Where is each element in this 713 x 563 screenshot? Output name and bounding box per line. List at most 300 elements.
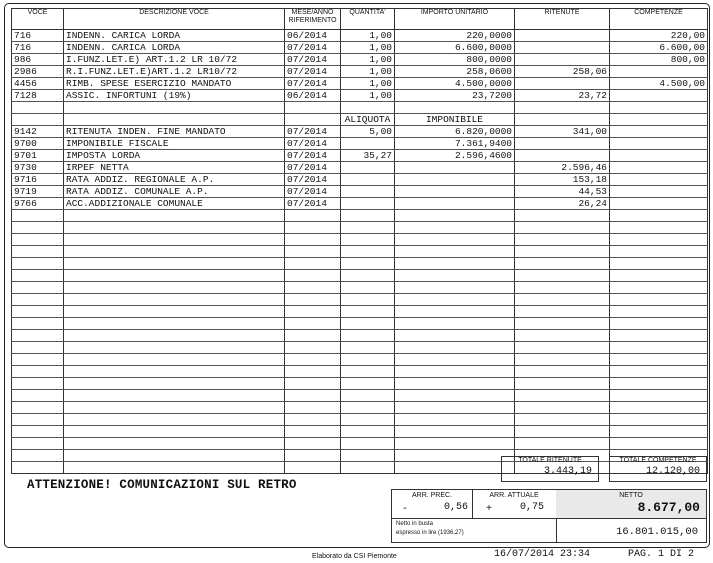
row-competenze bbox=[610, 174, 708, 186]
empty-cell bbox=[515, 258, 610, 270]
empty-cell bbox=[12, 378, 64, 390]
empty-cell bbox=[285, 438, 341, 450]
empty-cell bbox=[64, 438, 285, 450]
table-row bbox=[12, 186, 708, 198]
empty-cell bbox=[64, 222, 285, 234]
col-header-ritenute: RITENUTE bbox=[515, 9, 610, 30]
totale-competenze-box bbox=[609, 456, 707, 482]
empty-cell bbox=[285, 426, 341, 438]
empty-cell bbox=[515, 438, 610, 450]
row-competenze bbox=[610, 90, 708, 102]
row-quantita: ALIQUOTA bbox=[341, 114, 395, 126]
row-importo: 220,0000 bbox=[395, 30, 515, 42]
empty-cell bbox=[515, 318, 610, 330]
table-row-empty bbox=[12, 234, 708, 246]
row-descrizione: ACC.ADDIZIONALE COMUNALE bbox=[64, 198, 285, 210]
row-mese: 07/2014 bbox=[285, 138, 341, 150]
table-row-empty bbox=[12, 402, 708, 414]
empty-cell bbox=[610, 294, 708, 306]
empty-cell bbox=[515, 378, 610, 390]
row-voce: 716 bbox=[12, 30, 64, 42]
row-descrizione: IRPEF NETTA bbox=[64, 162, 285, 174]
empty-cell bbox=[610, 438, 708, 450]
row-ritenute: 44,53 bbox=[515, 186, 610, 198]
row-voce bbox=[12, 102, 64, 114]
empty-cell bbox=[285, 366, 341, 378]
row-mese: 07/2014 bbox=[285, 162, 341, 174]
row-mese: 07/2014 bbox=[285, 54, 341, 66]
empty-cell bbox=[395, 222, 515, 234]
table-row-empty bbox=[12, 414, 708, 426]
payslip-sheet bbox=[4, 3, 710, 548]
arr-attuale-cell bbox=[472, 490, 557, 519]
empty-cell bbox=[515, 426, 610, 438]
empty-cell bbox=[12, 402, 64, 414]
row-descrizione: RATA ADDIZ. REGIONALE A.P. bbox=[64, 174, 285, 186]
row-importo: 6.820,0000 bbox=[395, 126, 515, 138]
table-row-empty bbox=[12, 354, 708, 366]
empty-cell bbox=[515, 342, 610, 354]
row-ritenute: 153,18 bbox=[515, 174, 610, 186]
empty-cell bbox=[285, 270, 341, 282]
empty-cell bbox=[610, 210, 708, 222]
arr-prec-sign: - bbox=[402, 504, 409, 515]
row-competenze bbox=[610, 162, 708, 174]
empty-cell bbox=[64, 342, 285, 354]
empty-cell bbox=[395, 354, 515, 366]
empty-cell bbox=[395, 282, 515, 294]
empty-cell bbox=[610, 246, 708, 258]
empty-cell bbox=[610, 282, 708, 294]
col-header-competenze: COMPETENZE bbox=[610, 9, 708, 30]
empty-cell bbox=[64, 318, 285, 330]
netto-label: NETTO bbox=[619, 492, 643, 499]
footer-date: 16/07/2014 23:34 bbox=[494, 549, 591, 560]
empty-cell bbox=[285, 306, 341, 318]
empty-cell bbox=[341, 318, 395, 330]
empty-cell bbox=[395, 414, 515, 426]
row-voce: 9700 bbox=[12, 138, 64, 150]
empty-cell bbox=[12, 330, 64, 342]
empty-cell bbox=[395, 378, 515, 390]
empty-cell bbox=[395, 306, 515, 318]
table-row-empty bbox=[12, 306, 708, 318]
row-mese: 07/2014 bbox=[285, 186, 341, 198]
empty-cell bbox=[12, 270, 64, 282]
row-importo bbox=[395, 162, 515, 174]
empty-cell bbox=[610, 318, 708, 330]
empty-cell bbox=[12, 354, 64, 366]
empty-cell bbox=[285, 234, 341, 246]
empty-cell bbox=[341, 390, 395, 402]
empty-cell bbox=[64, 414, 285, 426]
row-ritenute bbox=[515, 102, 610, 114]
row-competenze bbox=[610, 150, 708, 162]
empty-cell bbox=[515, 222, 610, 234]
row-importo: 258,0600 bbox=[395, 66, 515, 78]
empty-cell bbox=[610, 366, 708, 378]
row-voce: 9716 bbox=[12, 174, 64, 186]
arr-attuale-label: ARR. ATTUALE bbox=[489, 492, 539, 499]
table-row-empty bbox=[12, 450, 708, 462]
table-row bbox=[12, 126, 708, 138]
row-mese: 07/2014 bbox=[285, 66, 341, 78]
row-competenze: 800,00 bbox=[610, 54, 708, 66]
table-row bbox=[12, 162, 708, 174]
row-mese: 07/2014 bbox=[285, 126, 341, 138]
table-row bbox=[12, 42, 708, 54]
notice-text: ATTENZIONE! COMUNICAZIONI SUL RETRO bbox=[27, 478, 297, 492]
footer-credit: Elaborato da CSI Piemonte bbox=[312, 553, 397, 560]
row-descrizione bbox=[64, 102, 285, 114]
row-mese: 07/2014 bbox=[285, 150, 341, 162]
footer-page: PAG. 1 DI 2 bbox=[628, 549, 695, 560]
empty-cell bbox=[341, 234, 395, 246]
totale-competenze-label: TOTALE COMPETENZE bbox=[619, 457, 697, 464]
empty-cell bbox=[515, 234, 610, 246]
empty-cell bbox=[395, 318, 515, 330]
arr-prec-label: ARR. PREC. bbox=[411, 492, 453, 499]
empty-cell bbox=[12, 438, 64, 450]
table-row-empty bbox=[12, 246, 708, 258]
empty-cell bbox=[610, 306, 708, 318]
table-row-empty bbox=[12, 462, 708, 474]
empty-cell bbox=[395, 270, 515, 282]
row-competenze bbox=[610, 66, 708, 78]
empty-cell bbox=[12, 390, 64, 402]
empty-cell bbox=[610, 270, 708, 282]
empty-cell bbox=[12, 282, 64, 294]
empty-cell bbox=[64, 330, 285, 342]
table-row-empty bbox=[12, 282, 708, 294]
row-ritenute bbox=[515, 150, 610, 162]
row-voce: 9766 bbox=[12, 198, 64, 210]
row-descrizione: IMPONIBILE FISCALE bbox=[64, 138, 285, 150]
row-quantita: 1,00 bbox=[341, 78, 395, 90]
empty-cell bbox=[515, 330, 610, 342]
row-voce: 4456 bbox=[12, 78, 64, 90]
row-competenze bbox=[610, 186, 708, 198]
row-mese bbox=[285, 114, 341, 126]
row-descrizione: INDENN. CARICA LORDA bbox=[64, 30, 285, 42]
row-voce: 7128 bbox=[12, 90, 64, 102]
empty-cell bbox=[341, 462, 395, 474]
empty-cell bbox=[515, 402, 610, 414]
empty-cell bbox=[610, 354, 708, 366]
table-row bbox=[12, 138, 708, 150]
row-importo: 23,7200 bbox=[395, 90, 515, 102]
empty-cell bbox=[64, 378, 285, 390]
row-descrizione: RIMB. SPESE ESERCIZIO MANDATO bbox=[64, 78, 285, 90]
empty-cell bbox=[341, 258, 395, 270]
empty-cell bbox=[610, 390, 708, 402]
row-descrizione: RITENUTA INDEN. FINE MANDATO bbox=[64, 126, 285, 138]
empty-cell bbox=[12, 426, 64, 438]
empty-cell bbox=[515, 390, 610, 402]
row-quantita: 1,00 bbox=[341, 30, 395, 42]
empty-cell bbox=[64, 462, 285, 474]
row-descrizione: INDENN. CARICA LORDA bbox=[64, 42, 285, 54]
row-importo: IMPONIBILE bbox=[395, 114, 515, 126]
table-row-empty bbox=[12, 318, 708, 330]
empty-cell bbox=[341, 306, 395, 318]
empty-cell bbox=[285, 402, 341, 414]
row-competenze: 220,00 bbox=[610, 30, 708, 42]
empty-cell bbox=[610, 258, 708, 270]
arr-prec-value: 0,56 bbox=[443, 502, 468, 513]
row-ritenute: 258,06 bbox=[515, 66, 610, 78]
row-ritenute bbox=[515, 138, 610, 150]
empty-cell bbox=[64, 450, 285, 462]
row-importo bbox=[395, 174, 515, 186]
row-ritenute: 26,24 bbox=[515, 198, 610, 210]
table-row-empty bbox=[12, 258, 708, 270]
row-mese: 07/2014 bbox=[285, 78, 341, 90]
row-importo: 4.500,0000 bbox=[395, 78, 515, 90]
table-row bbox=[12, 102, 708, 114]
empty-cell bbox=[64, 390, 285, 402]
empty-cell bbox=[12, 318, 64, 330]
empty-cell bbox=[515, 366, 610, 378]
row-ritenute bbox=[515, 54, 610, 66]
row-descrizione: IMPOSTA LORDA bbox=[64, 150, 285, 162]
table-row-empty bbox=[12, 222, 708, 234]
empty-cell bbox=[395, 342, 515, 354]
empty-cell bbox=[285, 258, 341, 270]
arr-attuale-sign: + bbox=[486, 504, 493, 515]
empty-cell bbox=[64, 270, 285, 282]
empty-cell bbox=[285, 330, 341, 342]
table-row bbox=[12, 198, 708, 210]
row-importo: 6.600,0000 bbox=[395, 42, 515, 54]
empty-cell bbox=[515, 210, 610, 222]
empty-cell bbox=[341, 330, 395, 342]
row-ritenute: 23,72 bbox=[515, 90, 610, 102]
row-descrizione: RATA ADDIZ. COMUNALE A.P. bbox=[64, 186, 285, 198]
empty-cell bbox=[285, 354, 341, 366]
row-quantita bbox=[341, 102, 395, 114]
totale-ritenute-value: 3.443,19 bbox=[543, 466, 592, 477]
voci-table-body bbox=[12, 30, 708, 474]
empty-cell bbox=[12, 306, 64, 318]
empty-cell bbox=[610, 330, 708, 342]
row-competenze: 6.600,00 bbox=[610, 42, 708, 54]
empty-cell bbox=[515, 414, 610, 426]
lire-label-1: Netto in busta bbox=[396, 521, 434, 527]
lire-label-cell bbox=[392, 518, 557, 542]
empty-cell bbox=[610, 342, 708, 354]
row-importo: 800,0000 bbox=[395, 54, 515, 66]
empty-cell bbox=[64, 294, 285, 306]
empty-cell bbox=[341, 222, 395, 234]
empty-cell bbox=[64, 246, 285, 258]
empty-cell bbox=[515, 270, 610, 282]
row-ritenute: 341,00 bbox=[515, 126, 610, 138]
empty-cell bbox=[610, 414, 708, 426]
row-importo: 2.596,4600 bbox=[395, 150, 515, 162]
row-ritenute bbox=[515, 78, 610, 90]
empty-cell bbox=[610, 378, 708, 390]
col-header-descrizione: DESCRIZIONE VOCE bbox=[64, 9, 285, 30]
table-row-empty bbox=[12, 366, 708, 378]
row-voce: 2986 bbox=[12, 66, 64, 78]
empty-cell bbox=[395, 390, 515, 402]
table-row bbox=[12, 90, 708, 102]
empty-cell bbox=[285, 414, 341, 426]
empty-cell bbox=[12, 450, 64, 462]
table-row-empty bbox=[12, 210, 708, 222]
row-quantita: 1,00 bbox=[341, 66, 395, 78]
row-quantita: 1,00 bbox=[341, 42, 395, 54]
row-voce: 9719 bbox=[12, 186, 64, 198]
row-voce: 986 bbox=[12, 54, 64, 66]
empty-cell bbox=[285, 246, 341, 258]
row-quantita: 35,27 bbox=[341, 150, 395, 162]
empty-cell bbox=[12, 246, 64, 258]
row-voce bbox=[12, 114, 64, 126]
empty-cell bbox=[12, 366, 64, 378]
row-ritenute bbox=[515, 42, 610, 54]
table-row-empty bbox=[12, 294, 708, 306]
empty-cell bbox=[285, 318, 341, 330]
row-quantita: 1,00 bbox=[341, 90, 395, 102]
empty-cell bbox=[341, 450, 395, 462]
empty-cell bbox=[341, 246, 395, 258]
empty-cell bbox=[285, 222, 341, 234]
totale-ritenute-label: TOTALE RITENUTE bbox=[518, 457, 582, 464]
row-descrizione: I.FUNZ.LET.E) ART.1.2 LR 10/72 bbox=[64, 54, 285, 66]
row-mese: 07/2014 bbox=[285, 174, 341, 186]
row-mese: 07/2014 bbox=[285, 198, 341, 210]
row-voce: 716 bbox=[12, 42, 64, 54]
empty-cell bbox=[341, 354, 395, 366]
empty-cell bbox=[285, 342, 341, 354]
empty-cell bbox=[395, 462, 515, 474]
row-importo bbox=[395, 198, 515, 210]
table-row bbox=[12, 54, 708, 66]
row-mese: 06/2014 bbox=[285, 90, 341, 102]
table-row-empty bbox=[12, 378, 708, 390]
table-row-empty bbox=[12, 390, 708, 402]
row-competenze bbox=[610, 138, 708, 150]
col-header-mese-anno bbox=[285, 9, 341, 30]
empty-cell bbox=[341, 210, 395, 222]
empty-cell bbox=[610, 426, 708, 438]
empty-cell bbox=[64, 210, 285, 222]
col-header-importo-unitario: IMPORTO UNITARIO bbox=[395, 9, 515, 30]
totale-ritenute-box bbox=[501, 456, 599, 482]
row-competenze bbox=[610, 126, 708, 138]
empty-cell bbox=[341, 414, 395, 426]
voci-table bbox=[11, 8, 708, 474]
empty-cell bbox=[395, 450, 515, 462]
empty-cell bbox=[341, 294, 395, 306]
empty-cell bbox=[64, 234, 285, 246]
table-row-empty bbox=[12, 342, 708, 354]
row-quantita: 5,00 bbox=[341, 126, 395, 138]
table-row bbox=[12, 30, 708, 42]
empty-cell bbox=[341, 270, 395, 282]
empty-cell bbox=[341, 366, 395, 378]
row-mese: 06/2014 bbox=[285, 30, 341, 42]
empty-cell bbox=[515, 354, 610, 366]
table-row bbox=[12, 78, 708, 90]
col-header-riferimento-label: RIFERIMENTO bbox=[288, 17, 337, 24]
empty-cell bbox=[395, 402, 515, 414]
row-competenze bbox=[610, 114, 708, 126]
row-descrizione: R.I.FUNZ.LET.E)ART.1.2 LR10/72 bbox=[64, 66, 285, 78]
row-quantita bbox=[341, 198, 395, 210]
empty-cell bbox=[341, 282, 395, 294]
empty-cell bbox=[12, 342, 64, 354]
row-ritenute bbox=[515, 114, 610, 126]
row-importo bbox=[395, 186, 515, 198]
row-mese bbox=[285, 102, 341, 114]
row-competenze bbox=[610, 198, 708, 210]
empty-cell bbox=[610, 402, 708, 414]
row-importo bbox=[395, 102, 515, 114]
empty-cell bbox=[395, 366, 515, 378]
totale-competenze-value: 12.120,00 bbox=[645, 466, 700, 477]
row-ritenute bbox=[515, 30, 610, 42]
row-descrizione: ASSIC. INFORTUNI (19%) bbox=[64, 90, 285, 102]
empty-cell bbox=[341, 438, 395, 450]
empty-cell bbox=[12, 234, 64, 246]
table-row-empty bbox=[12, 426, 708, 438]
empty-cell bbox=[395, 294, 515, 306]
empty-cell bbox=[12, 462, 64, 474]
row-ritenute: 2.596,46 bbox=[515, 162, 610, 174]
empty-cell bbox=[515, 246, 610, 258]
arr-attuale-value: 0,75 bbox=[519, 502, 544, 513]
empty-cell bbox=[395, 234, 515, 246]
col-header-voce: VOCE bbox=[12, 9, 64, 30]
table-row-empty bbox=[12, 330, 708, 342]
empty-cell bbox=[395, 258, 515, 270]
row-voce: 9142 bbox=[12, 126, 64, 138]
row-competenze bbox=[610, 102, 708, 114]
arr-prec-cell bbox=[392, 490, 473, 519]
lire-label-2: espresso in lire (1936,27) bbox=[396, 530, 464, 536]
arr-netto-box bbox=[391, 489, 707, 543]
empty-cell bbox=[515, 294, 610, 306]
row-voce: 9730 bbox=[12, 162, 64, 174]
empty-cell bbox=[341, 426, 395, 438]
row-quantita: 1,00 bbox=[341, 54, 395, 66]
empty-cell bbox=[12, 294, 64, 306]
empty-cell bbox=[285, 378, 341, 390]
empty-cell bbox=[395, 246, 515, 258]
col-header-quantita: QUANTITA' bbox=[341, 9, 395, 30]
table-row bbox=[12, 66, 708, 78]
row-mese: 07/2014 bbox=[285, 42, 341, 54]
empty-cell bbox=[285, 462, 341, 474]
empty-cell bbox=[64, 402, 285, 414]
empty-cell bbox=[12, 414, 64, 426]
col-header-mese-label: MESE/ANNO bbox=[291, 9, 334, 16]
empty-cell bbox=[515, 282, 610, 294]
row-quantita bbox=[341, 162, 395, 174]
empty-cell bbox=[395, 426, 515, 438]
empty-cell bbox=[395, 330, 515, 342]
empty-cell bbox=[64, 366, 285, 378]
empty-cell bbox=[285, 282, 341, 294]
empty-cell bbox=[64, 306, 285, 318]
table-row-empty bbox=[12, 270, 708, 282]
empty-cell bbox=[285, 450, 341, 462]
row-competenze: 4.500,00 bbox=[610, 78, 708, 90]
table-row bbox=[12, 114, 708, 126]
